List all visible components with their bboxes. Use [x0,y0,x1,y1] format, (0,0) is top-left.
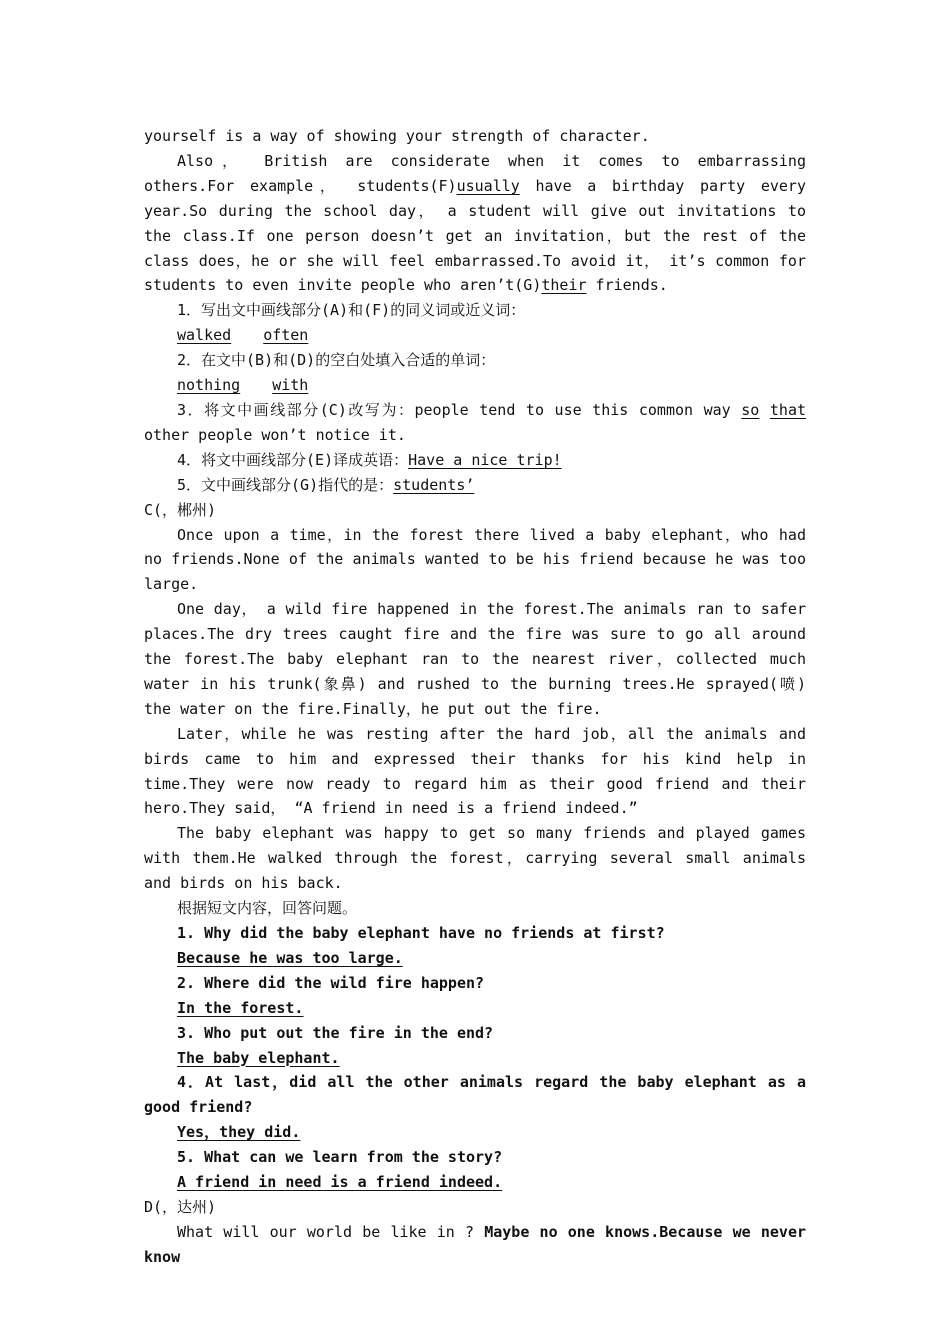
passage-d-heading: D(，达州) [144,1197,217,1216]
text-run: 5．文中画线部分(G)指代的是： [177,475,394,494]
answer-5: students’ [393,475,475,494]
passage-b-paragraph-end: yourself is a way of showing your strength of character. [144,127,650,145]
passage-d-paragraph-1 [144,1220,806,1270]
c-answer-3 [144,1046,806,1071]
answer-text: Because he was too large. [177,948,403,967]
question-4 [144,448,806,473]
passage-c-paragraph-2: One day， a wild fire happened in the forest.The animals ran to safer places.The dry trees caught fire and the fire was sure to go all around the forest.The baby elephant ran to the nearest river，collected much water in his trunk(象鼻) and rushed to the burning trees.He sprayed(喷) the water on the fire.Finally，he put out the fire. [144,600,806,718]
answer-text: In the forest. [177,998,304,1017]
text-run: Also， British are considerate when it comes to embarrassing others.For example， students(F) [144,151,806,195]
question-5 [144,473,806,498]
text-run: 4．将文中画线部分(E)译成英语： [177,450,409,469]
bold-text-run: Maybe no one knows.Because we never know [144,1222,807,1266]
c-answer-4 [144,1120,806,1145]
underlined-word-f: usually [456,176,520,195]
answer-text: Yes，they did. [177,1123,301,1142]
text-run: have a birthday party every year.So during the school day， a student will give out invitations to the class.If one person doesn’t get an invitation，but the rest of the class does，he or she will feel embarrassed.To avoid it， it’s common for students to even invite people who aren’t(G) [144,176,806,295]
instruction: 根据短文内容，回答问题。 [177,899,358,918]
c-question-2: 2. Where did the wild fire happen? [177,973,485,992]
answer-text: A friend in need is a friend indeed. [177,1173,503,1192]
text-run: 3．将文中画线部分(C)改写为：people tend to use this common way [177,400,742,419]
c-question-4: 4．At last，did all the other animals regard the baby elephant as a good friend? [144,1073,806,1117]
c-question-5: 5. What can we learn from the story? [177,1148,503,1167]
answer-text: The baby elephant. [177,1048,340,1067]
text-run: What will our world be like in ? [177,1222,485,1241]
answer-3-so: so [741,400,760,419]
text-run: other people won’t notice it. [144,425,406,444]
passage-c-paragraph-4: The baby elephant was happy to get so many friends and played games with them.He walked through the forest，carrying several small animals and birds on his back. [144,824,806,893]
answer-2-d: with [272,376,309,395]
answer-2 [144,373,806,398]
c-answer-5 [144,1170,806,1195]
passage-c-paragraph-1: Once upon a time，in the forest there lived a baby elephant，who had no friends.None of the animals wanted to be his friend because he was too large. [144,525,806,594]
answer-3-that: that [769,400,807,419]
answer-2-b: nothing [177,376,241,395]
passage-b-paragraph [144,149,806,298]
c-question-1: 1. Why did the baby elephant have no friends at first? [177,924,665,942]
c-answer-2 [144,996,806,1021]
answer-4: Have a nice trip! [408,450,562,469]
document-page [144,124,806,1270]
passage-c-heading: C(，郴州) [144,500,217,519]
answer-1-a: walked [177,326,232,345]
answer-1 [144,323,806,348]
c-question-3: 3. Who put out the fire in the end? [177,1023,494,1042]
question-2: 2．在文中(B)和(D)的空白处填入合适的单词： [177,351,496,370]
c-answer-1 [144,946,806,971]
answer-1-f: often [263,326,309,345]
question-3 [144,398,806,448]
passage-c-paragraph-3: Later，while he was resting after the hard job，all the animals and birds came to him and expressed their thanks for his kind help in time.They were now ready to regard him as their good friend and their hero.They said， “A friend in need is a friend indeed.” [144,724,806,818]
question-1: 1．写出文中画线部分(A)和(F)的同义词或近义词： [177,301,526,320]
text-run: friends. [586,276,668,295]
underlined-word-g: their [541,276,587,295]
